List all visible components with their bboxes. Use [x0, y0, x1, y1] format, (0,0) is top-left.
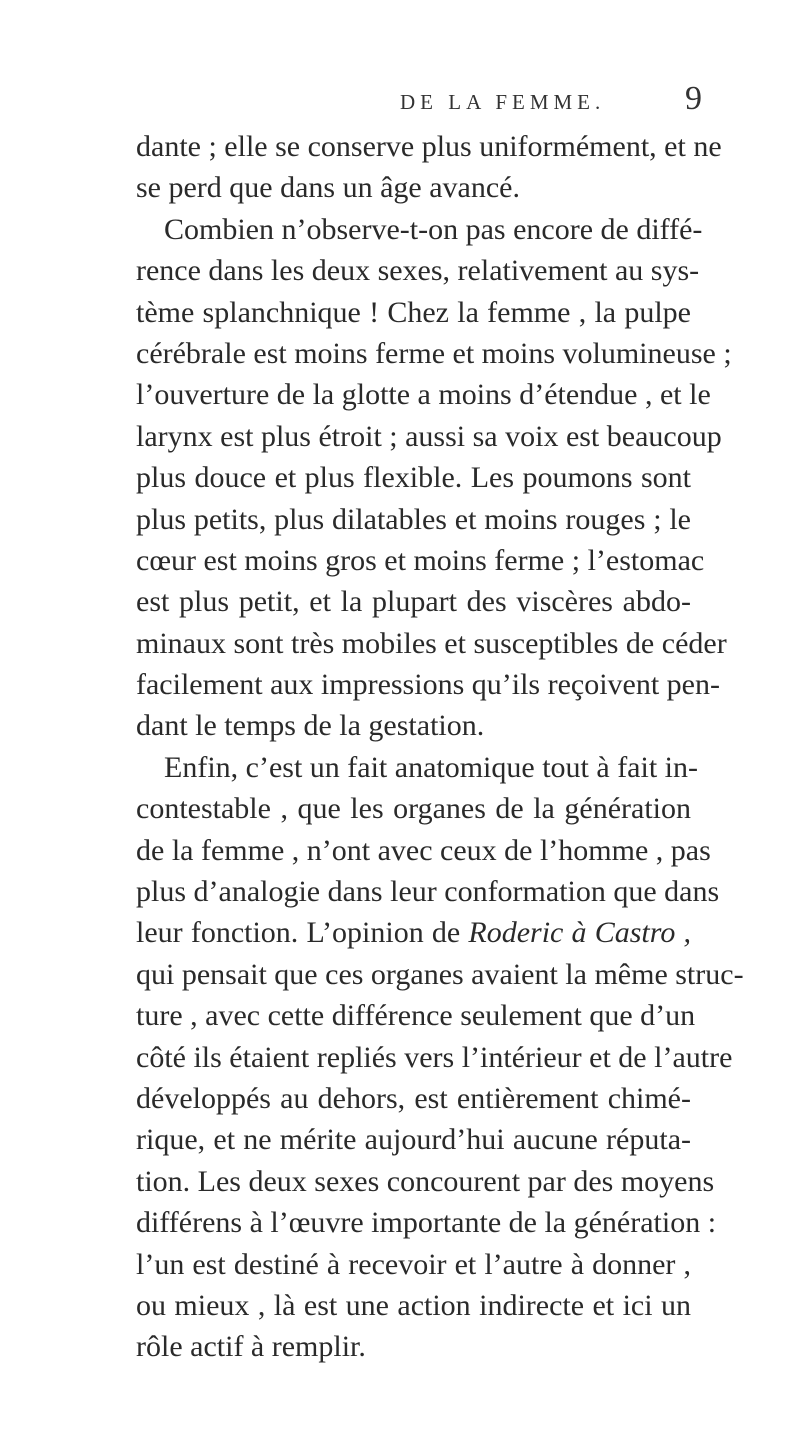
text-line: ou mieux , là est une action indirecte et ici un — [136, 1288, 691, 1322]
text-line: qui pensait que ces organes avaient la même struc- — [136, 957, 744, 991]
text-line: dante ; elle se conserve plus uniformément, et ne — [136, 130, 722, 163]
text-line: l’un est destiné à recevoir et l’autre à donner , — [136, 1247, 691, 1281]
text-line: rique, et ne mérite aujourd’hui aucune réputa- — [136, 1123, 691, 1157]
text-line: développés au dehors, est entièrement chimé- — [136, 1081, 691, 1115]
text-line-start: leur fonction. L’opinion de — [136, 916, 469, 950]
text-line-with-name — [136, 912, 691, 953]
text-line: différens à l’œuvre importante de la génération : — [136, 1206, 717, 1240]
text-line: rôle actif à remplir. — [136, 1330, 366, 1364]
text-line: larynx est plus étroit ; aussi sa voix est beaucoup — [136, 419, 722, 453]
text-line: dant le temps de la gestation. — [136, 709, 485, 743]
text-line: cérébrale est moins ferme et moins volumineuse ; — [136, 336, 732, 370]
text-line: plus douce et plus flexible. Les poumons sont — [136, 461, 691, 495]
text-line: est plus petit, et la plupart des viscères abdo- — [136, 585, 691, 619]
text-line: cœur est moins gros et moins ferme ; l’estomac — [136, 543, 705, 577]
text-line: plus d’analogie dans leur conformation que dans — [136, 875, 720, 909]
text-line: rence dans les deux sexes, relativement au sys- — [136, 254, 700, 288]
text-line: de la femme , n’ont avec ceux de l’homme , pas — [136, 833, 711, 867]
text-line: Combien n’observe-t-on pas encore de diffé- — [164, 212, 703, 246]
text-line: minaux sont très mobiles et susceptibles de céder — [136, 626, 727, 660]
running-head — [0, 80, 800, 117]
text-line: Enfin, c’est un fait anatomique tout à fait in- — [164, 750, 698, 784]
text-line: ture , avec cette différence seulement que d’un — [136, 999, 696, 1033]
text-line: tion. Les deux sexes concourent par des moyens — [136, 1164, 715, 1198]
text-line: côté ils étaient repliés vers l’intérieur et de l’autre — [136, 1040, 733, 1074]
text-line: plus petits, plus dilatables et moins rouges ; le — [136, 502, 691, 536]
text-line: facilement aux impressions qu’ils reçoivent pen- — [136, 668, 720, 702]
body-text — [136, 126, 744, 1368]
running-title: DE LA FEMME. — [400, 90, 606, 114]
text-line: se perd que dans un âge avancé. — [136, 171, 520, 205]
page-number: 9 — [685, 80, 702, 117]
author-name: Roderic à Castro , — [468, 916, 692, 950]
text-line: l’ouverture de la glotte a moins d’étendue , et le — [136, 378, 711, 412]
text-line: contestable , que les organes de la génération — [136, 792, 691, 826]
text-line: tème splanchnique ! Chez la femme , la pulpe — [136, 295, 691, 329]
